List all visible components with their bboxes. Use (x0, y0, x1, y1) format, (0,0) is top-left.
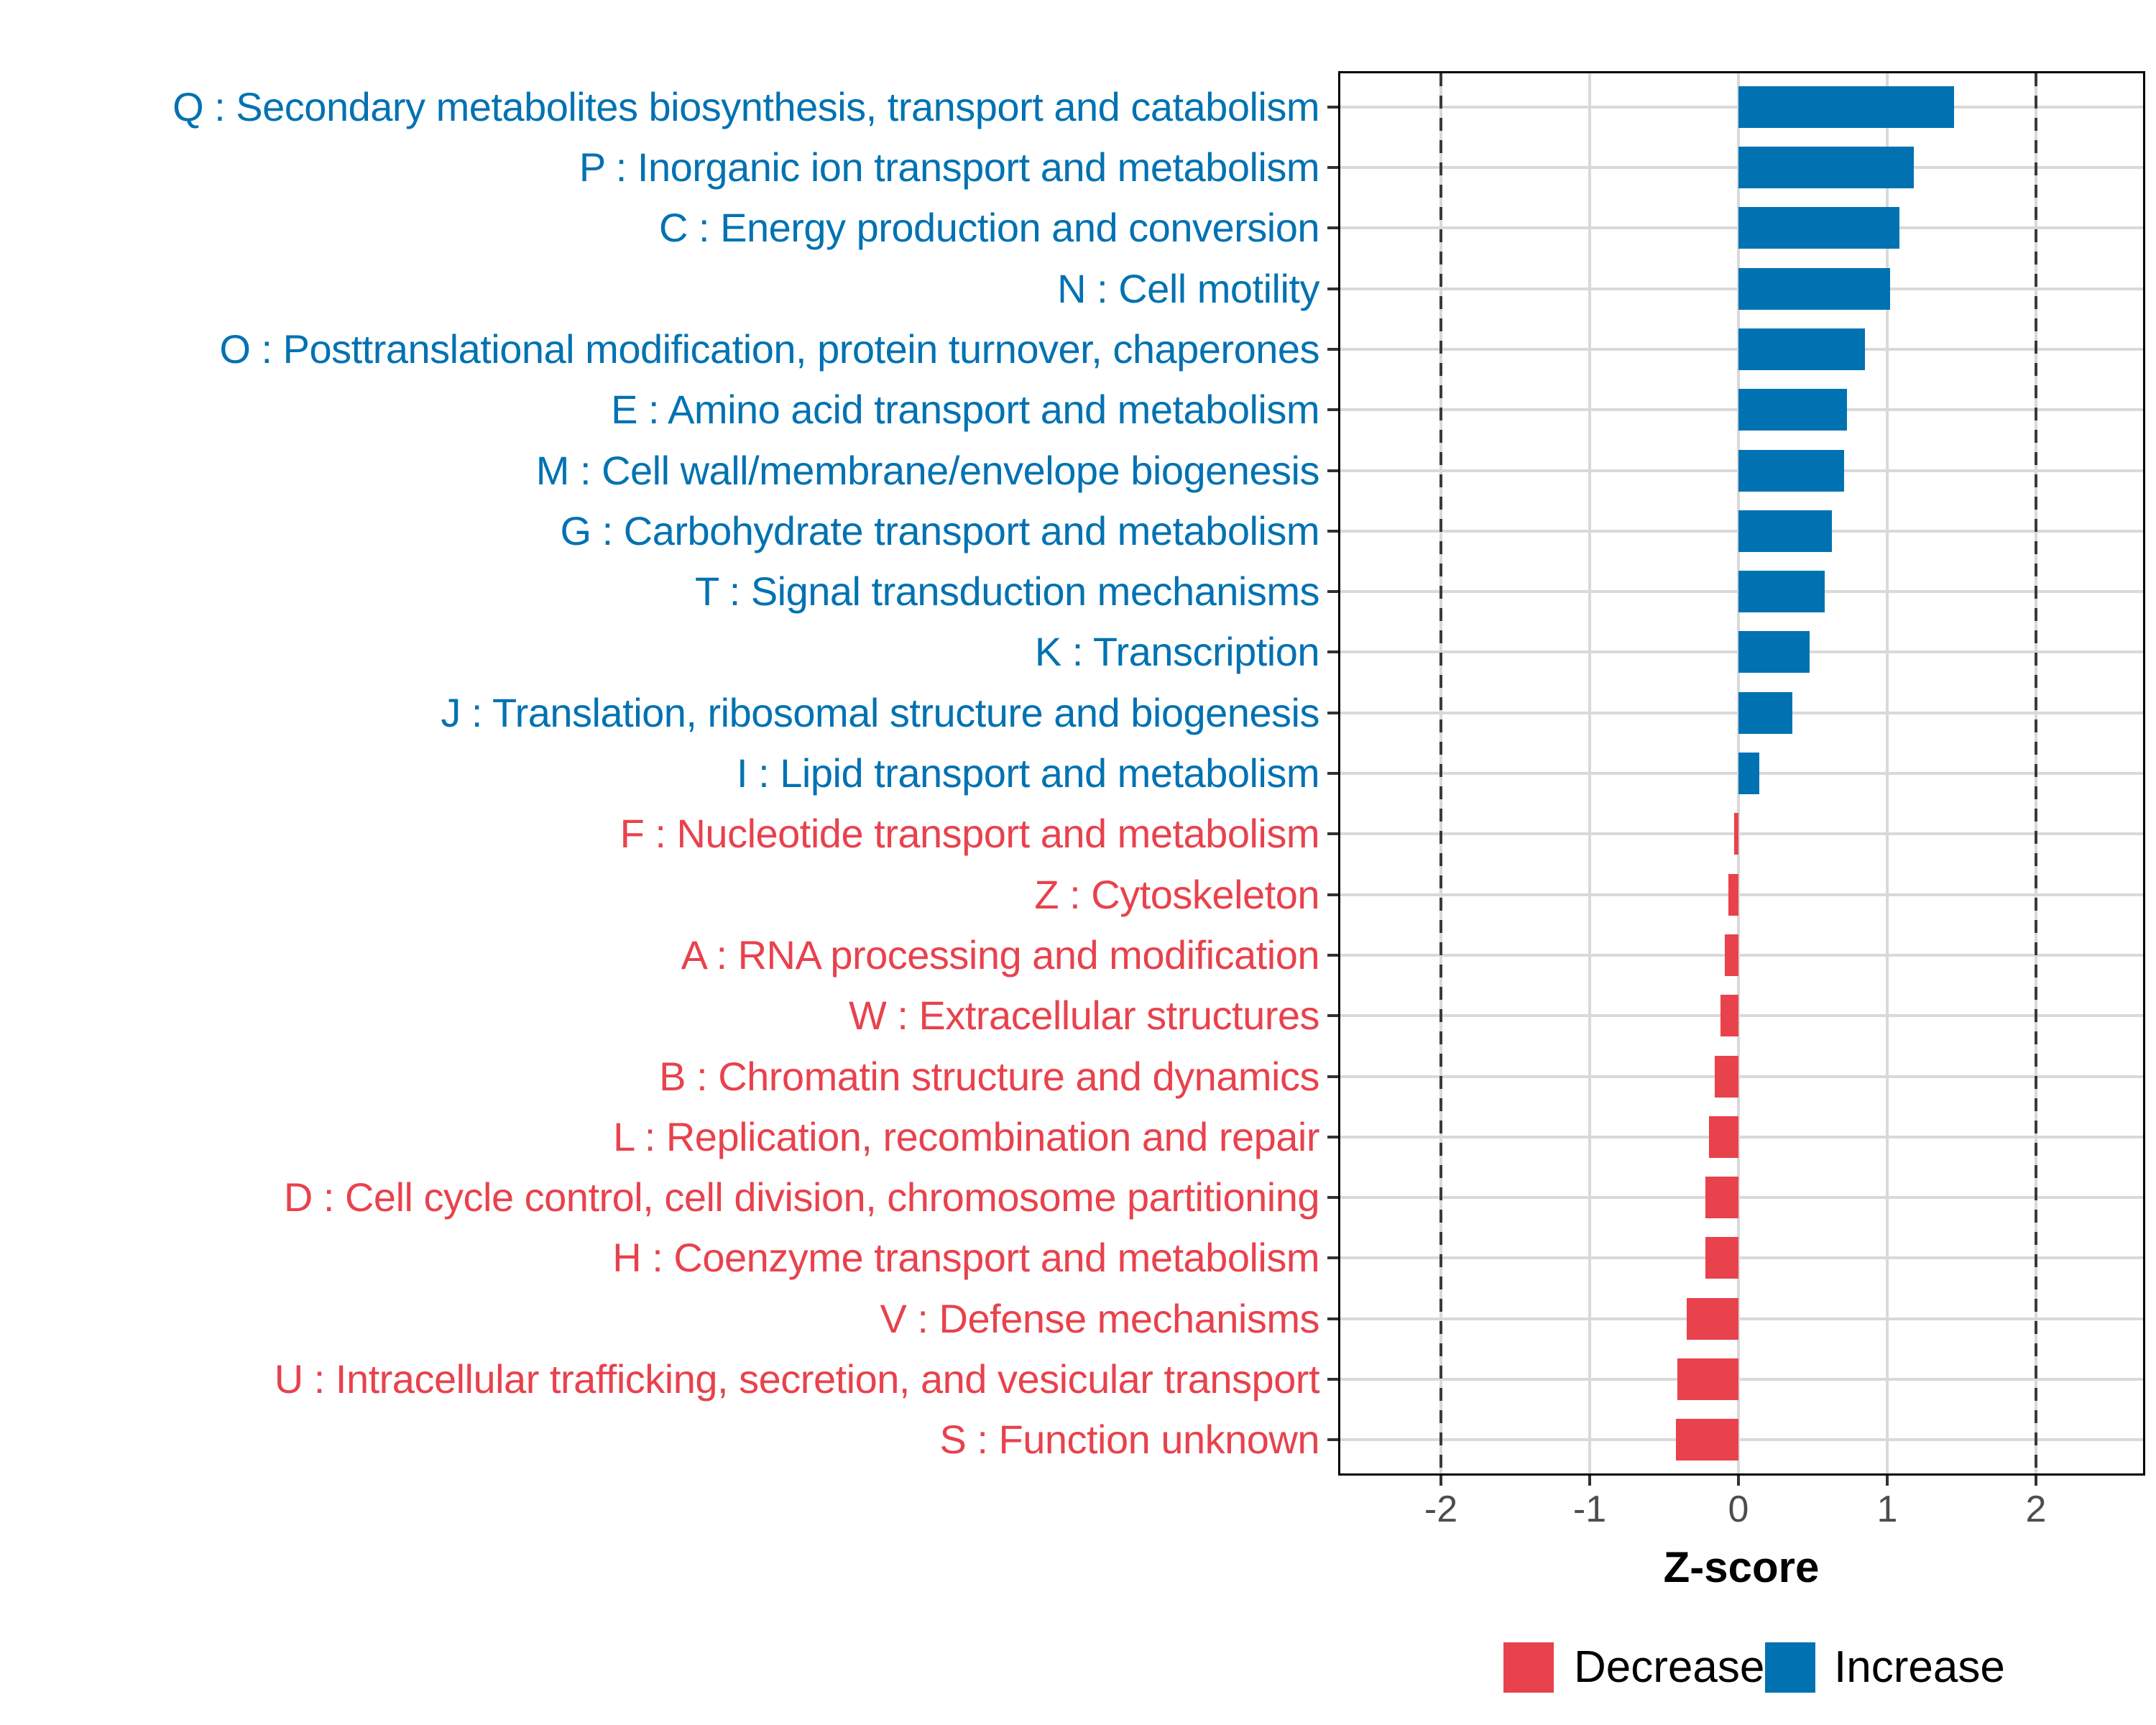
x-axis-tick (1886, 1476, 1889, 1486)
y-axis-tick (1327, 1438, 1338, 1441)
y-axis-tick (1327, 530, 1338, 533)
y-axis-tick (1327, 712, 1338, 714)
category-label: P : Inorganic ion transport and metabolism (579, 144, 1319, 190)
x-axis-tick (2035, 1476, 2037, 1486)
category-label: A : RNA processing and modification (681, 932, 1319, 978)
category-label: W : Extracellular structures (848, 993, 1319, 1039)
dashed-reference-line (1439, 73, 1442, 1473)
bar (1738, 571, 1825, 612)
category-label: G : Carbohydrate transport and metabolism (560, 507, 1319, 553)
category-label: T : Signal transduction mechanisms (694, 569, 1319, 615)
bar (1738, 631, 1810, 673)
bar (1705, 1177, 1738, 1218)
category-label: S : Function unknown (939, 1417, 1319, 1463)
bar (1676, 1419, 1738, 1460)
category-label: M : Cell wall/membrane/envelope biogenesis (535, 447, 1319, 493)
bar (1709, 1116, 1738, 1158)
category-label: D : Cell cycle control, cell division, chromosome partitioning (283, 1174, 1319, 1220)
x-axis-tick (1588, 1476, 1591, 1486)
y-axis-tick (1327, 1196, 1338, 1199)
bar (1738, 692, 1792, 734)
bar (1738, 389, 1847, 431)
bar (1720, 995, 1738, 1036)
category-label: Z : Cytoskeleton (1034, 871, 1319, 917)
category-label: B : Chromatin structure and dynamics (659, 1053, 1319, 1099)
y-axis-tick (1327, 1014, 1338, 1017)
y-axis-tick (1327, 226, 1338, 229)
y-axis-tick (1327, 650, 1338, 653)
x-tick-label: 2 (2025, 1489, 2047, 1530)
bar (1738, 510, 1832, 552)
bar (1715, 1056, 1738, 1098)
gridline-horizontal (1340, 893, 2143, 896)
y-axis-tick (1327, 288, 1338, 290)
gridline-horizontal (1340, 1196, 2143, 1199)
bar (1728, 874, 1738, 916)
gridline-horizontal (1340, 954, 2143, 957)
bar (1738, 450, 1844, 492)
y-axis-tick (1327, 106, 1338, 109)
gridline-horizontal (1340, 1014, 2143, 1017)
bar (1738, 207, 1899, 249)
category-label: V : Defense mechanisms (880, 1295, 1319, 1341)
x-tick-label: 1 (1876, 1489, 1898, 1530)
y-axis-tick (1327, 166, 1338, 169)
bar (1738, 86, 1954, 128)
category-label: J : Translation, ribosomal structure and biogenesis (441, 689, 1319, 735)
y-axis-tick (1327, 408, 1338, 411)
dashed-reference-line (2035, 73, 2037, 1473)
y-axis-tick (1327, 1317, 1338, 1320)
y-axis-tick (1327, 590, 1338, 593)
y-axis-tick (1327, 1075, 1338, 1078)
y-axis-tick (1327, 954, 1338, 957)
y-axis-tick (1327, 772, 1338, 775)
category-label: K : Transcription (1034, 629, 1319, 675)
x-axis-tick (1439, 1476, 1442, 1486)
gridline-vertical (1588, 73, 1591, 1473)
x-axis-tick (1737, 1476, 1740, 1486)
y-axis-tick (1327, 1136, 1338, 1138)
legend-key-increase-swatch (1765, 1642, 1815, 1693)
gridline-horizontal (1340, 832, 2143, 835)
category-label: O : Posttranslational modification, protein turnover, chaperones (219, 326, 1319, 372)
gridline-horizontal (1340, 1317, 2143, 1320)
bar (1677, 1358, 1738, 1400)
category-label: U : Intracellular trafficking, secretion, and vesicular transport (274, 1356, 1319, 1402)
category-label: Q : Secondary metabolites biosynthesis, transport and catabolism (172, 83, 1319, 129)
category-label: N : Cell motility (1057, 265, 1319, 311)
bar (1738, 147, 1914, 188)
bar (1725, 934, 1738, 976)
y-axis-tick (1327, 1256, 1338, 1259)
y-axis-tick (1327, 348, 1338, 351)
category-label: E : Amino acid transport and metabolism (611, 387, 1319, 433)
bar (1734, 813, 1738, 855)
gridline-horizontal (1340, 1378, 2143, 1381)
gridline-horizontal (1340, 1136, 2143, 1138)
x-axis-title: Z-score (1663, 1543, 1820, 1591)
bar (1687, 1298, 1738, 1340)
x-tick-label: 0 (1728, 1489, 1749, 1530)
gridline-horizontal (1340, 1438, 2143, 1441)
y-axis-tick (1327, 1378, 1338, 1381)
gridline-horizontal (1340, 1256, 2143, 1259)
category-label: L : Replication, recombination and repair (613, 1113, 1319, 1159)
category-label: H : Coenzyme transport and metabolism (612, 1235, 1319, 1281)
category-label: I : Lipid transport and metabolism (737, 750, 1319, 796)
category-label: F : Nucleotide transport and metabolism (619, 811, 1319, 857)
bar (1738, 268, 1890, 310)
legend-label-decrease: Decrease (1574, 1642, 1765, 1692)
x-tick-label: -2 (1424, 1489, 1458, 1530)
y-axis-tick (1327, 832, 1338, 835)
y-axis-tick (1327, 469, 1338, 472)
legend-key-decrease-swatch (1503, 1642, 1554, 1693)
category-label: C : Energy production and conversion (659, 205, 1319, 251)
gridline-horizontal (1340, 1075, 2143, 1078)
x-tick-label: -1 (1572, 1489, 1607, 1530)
y-axis-tick (1327, 893, 1338, 896)
legend-label-increase: Increase (1834, 1642, 2005, 1692)
bar (1738, 328, 1865, 370)
bar (1705, 1237, 1738, 1279)
bar (1738, 753, 1759, 794)
